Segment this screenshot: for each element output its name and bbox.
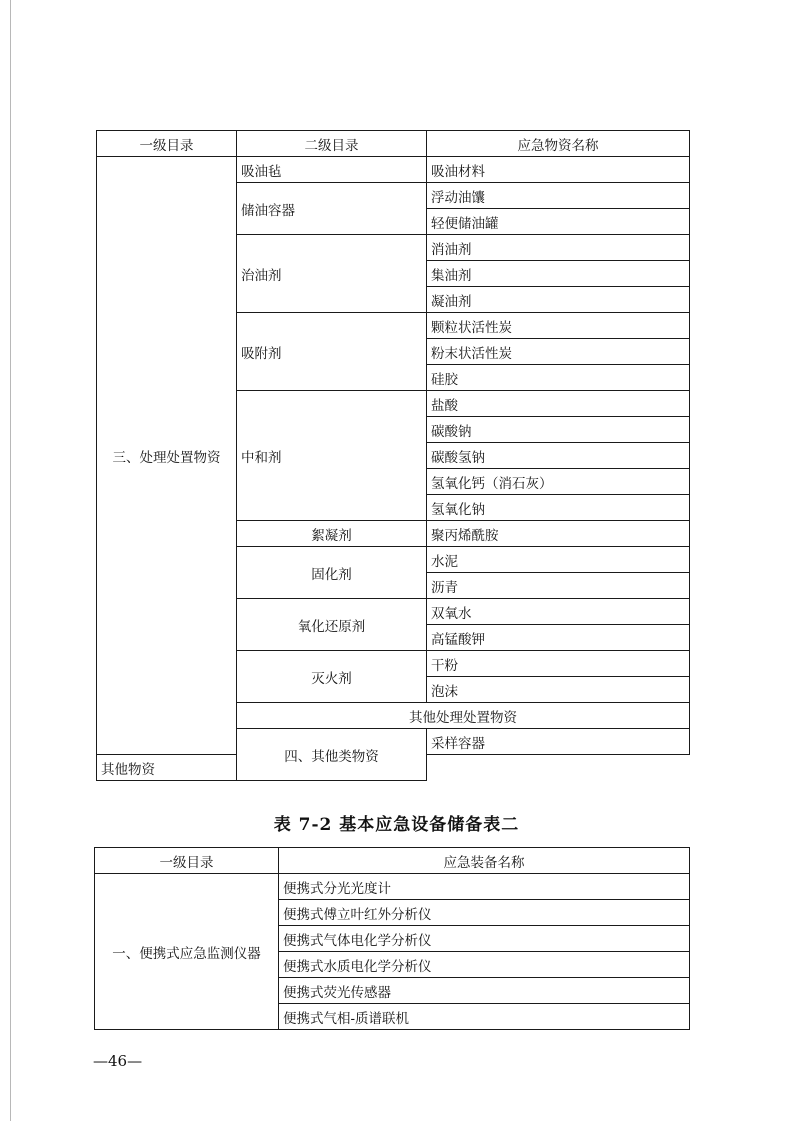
page-number: —46— [93, 1052, 143, 1070]
item-cell: 便携式气体电化学分析仪 [279, 926, 690, 952]
table-row [97, 157, 690, 183]
sub-oil-treatment-agent: 治油剂 [237, 235, 427, 313]
item-cell: 水泥 [427, 547, 690, 573]
table-header-row [95, 848, 690, 874]
sub-fire-extinguishing-agent: 灭火剂 [237, 651, 427, 703]
sub-redox-agent: 氧化还原剂 [237, 599, 427, 651]
sub-neutralizer: 中和剂 [237, 391, 427, 521]
sub-other-materials: 其他物资 [97, 755, 427, 781]
header-equipment-name: 应急装备名称 [279, 848, 690, 874]
item-cell: 盐酸 [427, 391, 690, 417]
item-cell: 碳酸氢钠 [427, 443, 690, 469]
item-cell: 碳酸钠 [427, 417, 690, 443]
table2-title: 表 7-2 基本应急设备储备表二 [273, 815, 520, 835]
item-cell: 集油剂 [427, 261, 690, 287]
item-cell: 便携式分光光度计 [279, 874, 690, 900]
table-header-row [97, 131, 690, 157]
item-cell: 消油剂 [427, 235, 690, 261]
item-cell: 便携式气相-质谱联机 [279, 1004, 690, 1030]
header-material-name: 应急物资名称 [427, 131, 690, 157]
category-other: 四、其他类物资 [237, 729, 427, 781]
item-cell: 高锰酸钾 [427, 625, 690, 651]
item-cell: 便携式荧光传感器 [279, 978, 690, 1004]
table-row [95, 874, 690, 900]
item-cell: 硅胶 [427, 365, 690, 391]
item-cell: 聚丙烯酰胺 [427, 521, 690, 547]
item-cell: 粉末状活性炭 [427, 339, 690, 365]
item-cell: 沥青 [427, 573, 690, 599]
item-cell: 颗粒状活性炭 [427, 313, 690, 339]
header-level1: 一级目录 [97, 131, 237, 157]
item-cell: 便携式水质电化学分析仪 [279, 952, 690, 978]
sub-oil-absorbent-felt: 吸油毡 [237, 157, 427, 183]
sub-other-disposal-materials: 其他处理处置物资 [237, 703, 690, 729]
page-edge [10, 0, 11, 1121]
item-cell: 氢氧化钙（消石灰） [427, 469, 690, 495]
category-portable-monitoring: 一、便携式应急监测仪器 [95, 874, 279, 1030]
item-cell: 轻便储油罐 [427, 209, 690, 235]
sub-oil-container: 储油容器 [237, 183, 427, 235]
sub-sampling-container: 采样容器 [427, 729, 690, 755]
sub-flocculant: 絮凝剂 [237, 521, 427, 547]
item-cell: 便携式傅立叶红外分析仪 [279, 900, 690, 926]
sub-adsorbent: 吸附剂 [237, 313, 427, 391]
item-cell: 泡沫 [427, 677, 690, 703]
emergency-equipment-table [94, 847, 690, 1030]
sub-solidifier: 固化剂 [237, 547, 427, 599]
category-disposal: 三、处理处置物资 [97, 157, 237, 755]
item-cell: 吸油材料 [427, 157, 690, 183]
header-level2: 二级目录 [237, 131, 427, 157]
table-row [97, 755, 690, 781]
item-cell: 氢氧化钠 [427, 495, 690, 521]
item-cell: 浮动油馕 [427, 183, 690, 209]
item-cell: 凝油剂 [427, 287, 690, 313]
item-cell: 双氧水 [427, 599, 690, 625]
header-level1: 一级目录 [95, 848, 279, 874]
emergency-materials-table [96, 130, 690, 781]
item-cell: 干粉 [427, 651, 690, 677]
